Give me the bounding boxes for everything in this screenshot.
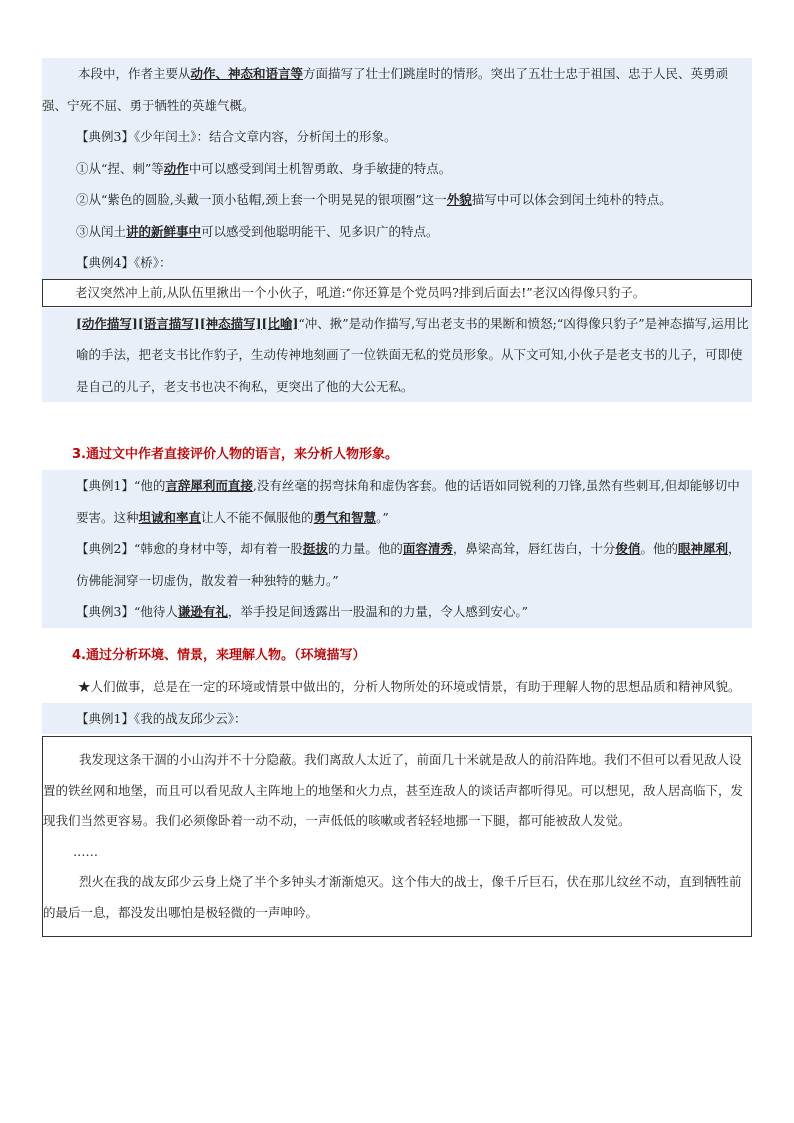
- example-4-analysis: [动作描写][语言描写][神态描写][比喻]“冲、揪”是动作描写,写出老支书的果断和愤怒;“凶得像只豹子”是神态描写,运用比喻的手法，把老支书比作豹子，生动传神地刻画了一位铁面无私的党员形象。从下文可知,小伙子是老支书的儿子，可即使是自己的儿子，老支书也决不徇私，更突出了他的大公无私。: [42, 308, 752, 403]
- s3-example-2: 【典例2】“韩愈的身材中等，却有着一股挺拔的力量。他的面容清秀，鼻梁高耸，唇红齿白，十分俊俏。他的眼神犀利，仿佛能洞穿一切虚伪，散发着一种独特的魅力。”: [42, 533, 752, 596]
- quote-box-bridge: [42, 279, 752, 307]
- section-4-environment: [42, 641, 752, 937]
- example-3-item-1: ①从“捏、刺”等动作中可以感受到闰土机智勇敢、身手敏捷的特点。: [42, 153, 752, 185]
- s3-example-1: 【典例1】“他的言辞犀利而直接,没有丝毫的拐弯抹角和虚伪客套。他的话语如同锐利的刀锋,虽然有些刺耳,但却能够切中要害。这种坦诚和率直让人不能不佩服他的勇气和智慧。”: [42, 470, 752, 533]
- s3-example-3: 【典例3】“他待人谦逊有礼，举手投足间透露出一股温和的力量，令人感到安心。”: [42, 596, 752, 628]
- s4-example-1-title: 【典例1】《我的战友邱少云》：: [42, 703, 752, 735]
- quote-paragraph-1: 我发现这条干涸的小山沟并不十分隐蔽。我们离敌人太近了，前面几十米就是敌人的前沿阵地。我们不但可以看见敌人设置的铁丝网和地堡，而且可以看见敌人主阵地上的地堡和火力点，甚至连敌人的谈话声都听得见。可以想见，敌人居高临下，发现我们当然更容易。我们必须像卧着一动不动，一声低低的咳嗽或者轻轻地挪一下腿，都可能被敌人发觉。: [43, 752, 744, 828]
- quote-ellipsis: ……: [73, 843, 98, 859]
- summary-paragraph: 本段中，作者主要从动作、神态和语言等方面描写了壮士们跳崖时的情形。突出了五壮士忠于祖国、忠于人民、英勇顽强、宁死不屈、勇于牺牲的英雄气概。: [42, 58, 752, 121]
- quote-paragraph-2: 烈火在我的战友邱少云身上烧了半个多钟头才渐渐熄灭。这个伟大的战士，像千斤巨石，伏在那儿纹丝不动，直到牺牲前的最后一息，都没发出哪怕是极轻微的一声呻吟。: [43, 874, 742, 920]
- star-note: ★人们做事，总是在一定的环境或情景中做出的，分析人物所处的环境或情景，有助于理解人物的思想品质和精神风貌。: [78, 679, 741, 694]
- section-analysis-methods: [42, 58, 752, 402]
- quote-text: 老汉突然冲上前,从队伍里揪出一个小伙子，吼道:“你还算是个党员吗?排到后面去!”老汉凶得像只豹子。: [75, 284, 646, 300]
- section-3-heading: 3.通过文中作者直接评价人物的语言，来分析人物形象。: [72, 447, 398, 462]
- quote-box-qiu-shaoyun: [42, 736, 752, 937]
- example-4-title: 【典例4】《桥》：: [42, 247, 752, 279]
- example-3-item-3: ③从闰土讲的新鲜事中可以感受到他聪明能干、见多识广的特点。: [42, 216, 752, 248]
- example-3-item-2: ②从“紫色的圆脸,头戴一顶小毡帽,颈上套一个明晃晃的银项圈”这一外貌描写中可以体会到闰土纯朴的特点。: [42, 184, 752, 216]
- section-4-heading: 4.通过分析环境、情景，来理解人物。（环境描写）: [72, 648, 366, 663]
- example-3-title: 【典例3】《少年闰土》：结合文章内容，分析闰土的形象。: [42, 121, 752, 153]
- section-3-direct-evaluation: [42, 440, 752, 628]
